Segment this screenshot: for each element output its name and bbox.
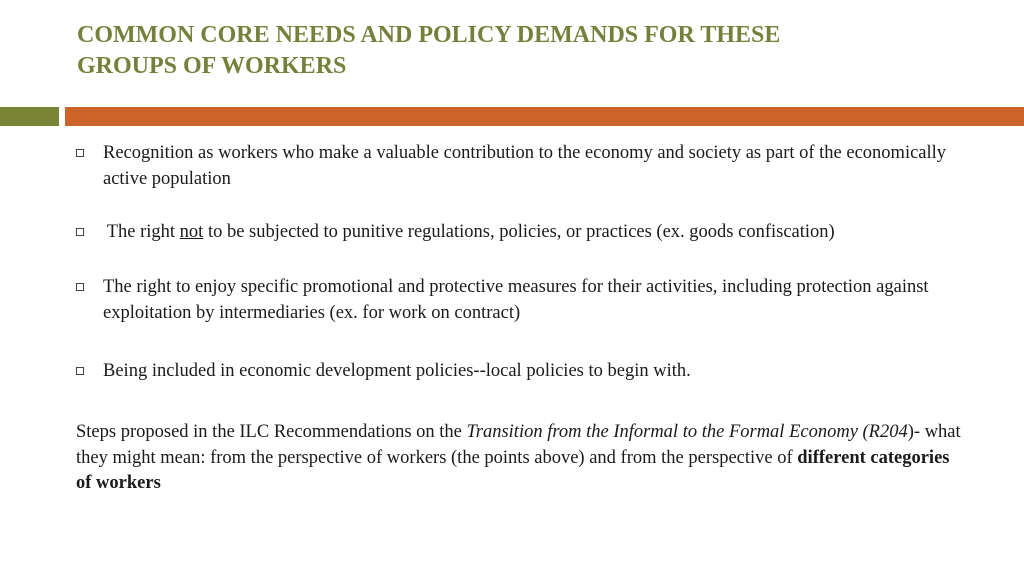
accent-band-right [65,107,1024,126]
square-bullet-icon [76,283,84,291]
bullet-text: Being included in economic development policies--local policies to begin with. [103,361,691,381]
accent-band-left [0,107,59,126]
square-bullet-icon [76,149,84,157]
closing-text-2: )- what they might mean: from the perspective of workers (the points above) and from the perspective of [76,422,961,468]
bullet-item [76,359,976,385]
square-bullet-icon [76,367,84,375]
closing-bold-text: different categories of workers [76,447,950,493]
title-line-2: GROUPS OF WORKERS [77,53,347,79]
bullet-text: Recognition as workers who make a valuable contribution to the economy and society as part of the economically active population [103,143,947,189]
bullet-item [76,275,976,326]
bullet-item [76,141,976,192]
bullet-underlined-word: not [179,222,204,242]
bullet-text-before: The right [106,222,180,242]
closing-italic-title: Transition from the Informal to the Formal Economy (R204 [466,422,908,442]
closing-paragraph [76,420,966,497]
slide-title [77,20,897,82]
title-line-1: COMMON CORE NEEDS AND POLICY DEMANDS FOR THESE [77,22,781,48]
bullet-text-after: to be subjected to punitive regulations, policies, or practices (ex. goods confiscation) [203,222,835,242]
bullet-text [103,220,976,246]
bullet-item [76,220,976,246]
bullet-text: The right to enjoy specific promotional and protective measures for their activities, including protection against exploitation by intermediaries (ex. for work on contract) [103,277,929,323]
closing-text-1: Steps proposed in the ILC Recommendations on the [76,422,467,442]
square-bullet-icon [76,228,84,236]
